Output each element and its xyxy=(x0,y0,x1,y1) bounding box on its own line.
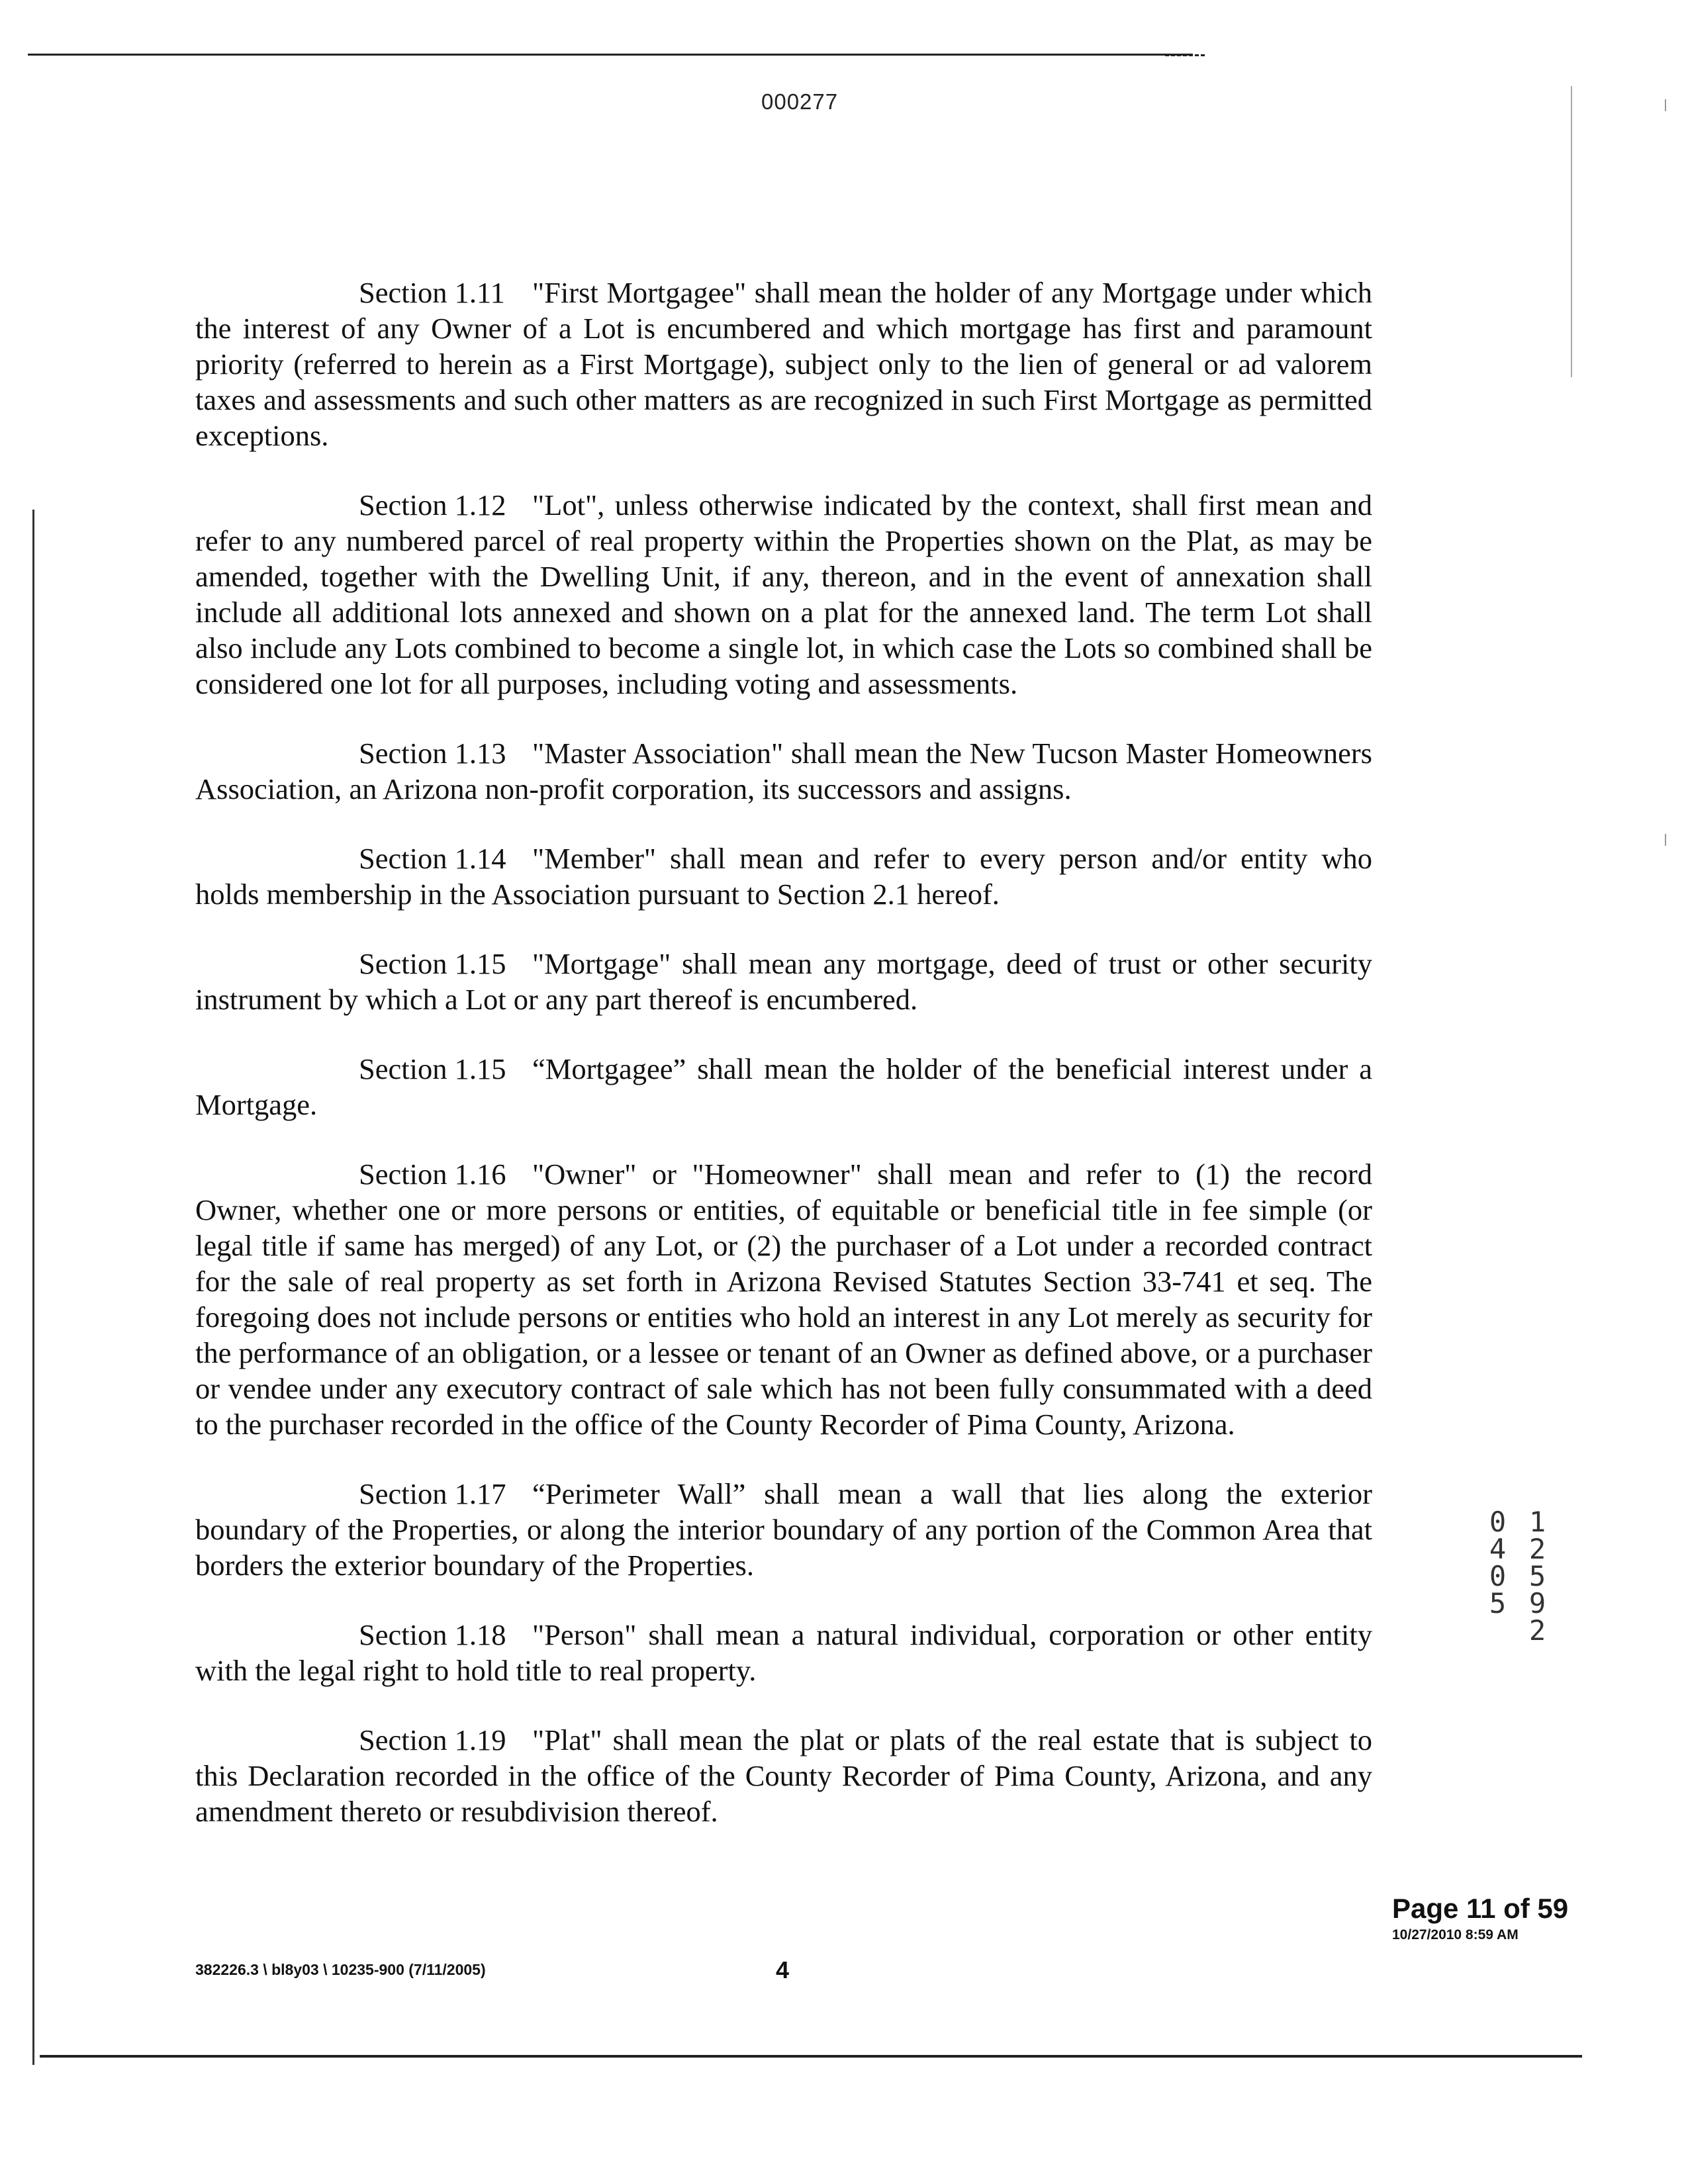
section-1-14 xyxy=(195,841,1372,912)
scan-tick-mark xyxy=(1665,99,1666,111)
document-reference: 382226.3 \ bl8y03 \ 10235-900 (7/11/2005) xyxy=(195,1961,486,1978)
page-number: 4 xyxy=(776,1956,790,1983)
page-counter: Page 11 of 59 xyxy=(1392,1893,1569,1924)
recording-stamp: 12592 0405 xyxy=(1481,1506,1554,1641)
scan-border-right xyxy=(1571,86,1572,377)
print-timestamp: 10/27/2010 8:59 AM xyxy=(1392,1927,1519,1942)
section-1-16 xyxy=(195,1156,1372,1442)
section-1-18 xyxy=(195,1617,1372,1688)
section-text: "Master Association" shall mean the New Tucson Master Homeowners Association, an Arizona non-profit corporation, its successors and assigns. xyxy=(195,737,1372,805)
section-label: Section 1.16 xyxy=(359,1158,506,1191)
section-label: Section 1.18 xyxy=(359,1618,506,1651)
section-1-15-mortgage xyxy=(195,946,1372,1017)
section-label: Section 1.15 xyxy=(359,947,506,980)
section-label: Section 1.15 xyxy=(359,1052,506,1085)
scan-border-bottom xyxy=(40,2055,1582,2058)
section-1-15-mortgagee xyxy=(195,1051,1372,1122)
section-text: "Member" shall mean and refer to every person and/or entity who holds membership in the Association pursuant to Section 2.1 hereof. xyxy=(195,842,1372,911)
section-text: "Mortgage" shall mean any mortgage, deed of trust or other security instrument by which a Lot or any part thereof is encumbered. xyxy=(195,947,1372,1016)
section-1-17 xyxy=(195,1476,1372,1583)
section-text: "First Mortgagee" shall mean the holder of any Mortgage under which the interest of any Owner of a Lot is encumbered and which mortgage has first and paramount priority (referred to herein as a First Mortgage), subject only to the lien of general or ad valorem taxes and assessments and such other matters as are recognized in such First Mortgage as permitted exceptions. xyxy=(195,276,1372,452)
scan-border-top xyxy=(28,54,1193,56)
section-text: “Perimeter Wall” shall mean a wall that lies along the exterior boundary of the Properties, or along the interior boundary of any portion of the Common Area that borders the exterior boundary of the Properties. xyxy=(195,1477,1372,1582)
scan-border-left xyxy=(32,510,34,2065)
section-text: “Mortgagee” shall mean the holder of the beneficial interest under a Mortgage. xyxy=(195,1052,1372,1121)
section-1-11 xyxy=(195,275,1372,453)
definitions-body xyxy=(195,275,1372,1863)
scan-tick-mark xyxy=(1665,834,1666,846)
section-label: Section 1.11 xyxy=(359,276,505,309)
section-text: "Person" shall mean a natural individual, corporation or other entity with the legal right to hold title to real property. xyxy=(195,1618,1372,1687)
section-label: Section 1.13 xyxy=(359,737,506,770)
section-text: "Lot", unless otherwise indicated by the context, shall first mean and refer to any numbered parcel of real property within the Properties shown on the Plat, as may be amended, together with the Dwelling Unit, if any, thereon, and in the event of annexation shall include all additional lots annexed and shown on a plat for the annexed land. The term Lot shall also include any Lots combined to become a single lot, in which case the Lots so combined shall be considered one lot for all purposes, including voting and assessments. xyxy=(195,488,1372,700)
section-label: Section 1.12 xyxy=(359,488,506,522)
section-1-13 xyxy=(195,735,1372,807)
section-1-19 xyxy=(195,1722,1372,1829)
section-label: Section 1.14 xyxy=(359,842,506,875)
section-label: Section 1.17 xyxy=(359,1477,506,1510)
section-1-12 xyxy=(195,487,1372,702)
document-number: 000277 xyxy=(761,89,839,114)
section-label: Section 1.19 xyxy=(359,1723,506,1756)
section-text: "Plat" shall mean the plat or plats of the real estate that is subject to this Declaration recorded in the office of the County Recorder of Pima County, Arizona, and any amendment thereto or resubdivision thereof. xyxy=(195,1723,1372,1828)
section-text: "Owner" or "Homeowner" shall mean and refer to (1) the record Owner, whether one or more persons or entities, of equitable or beneficial title in fee simple (or legal title if same has merged) of any Lot, or (2) the purchaser of a Lot under a recorded contract for the sale of real property as set forth in Arizona Revised Statutes Section 33-741 et seq. The foregoing does not include persons or entities who hold an interest in any Lot merely as security for the performance of an obligation, or a lessee or tenant of an Owner as defined above, or a purchaser or vendee under any executory contract of sale which has not been fully consummated with a deed to the purchaser recorded in the office of the County Recorder of Pima County, Arizona. xyxy=(195,1158,1372,1441)
scan-border-top-dash xyxy=(1165,54,1205,56)
